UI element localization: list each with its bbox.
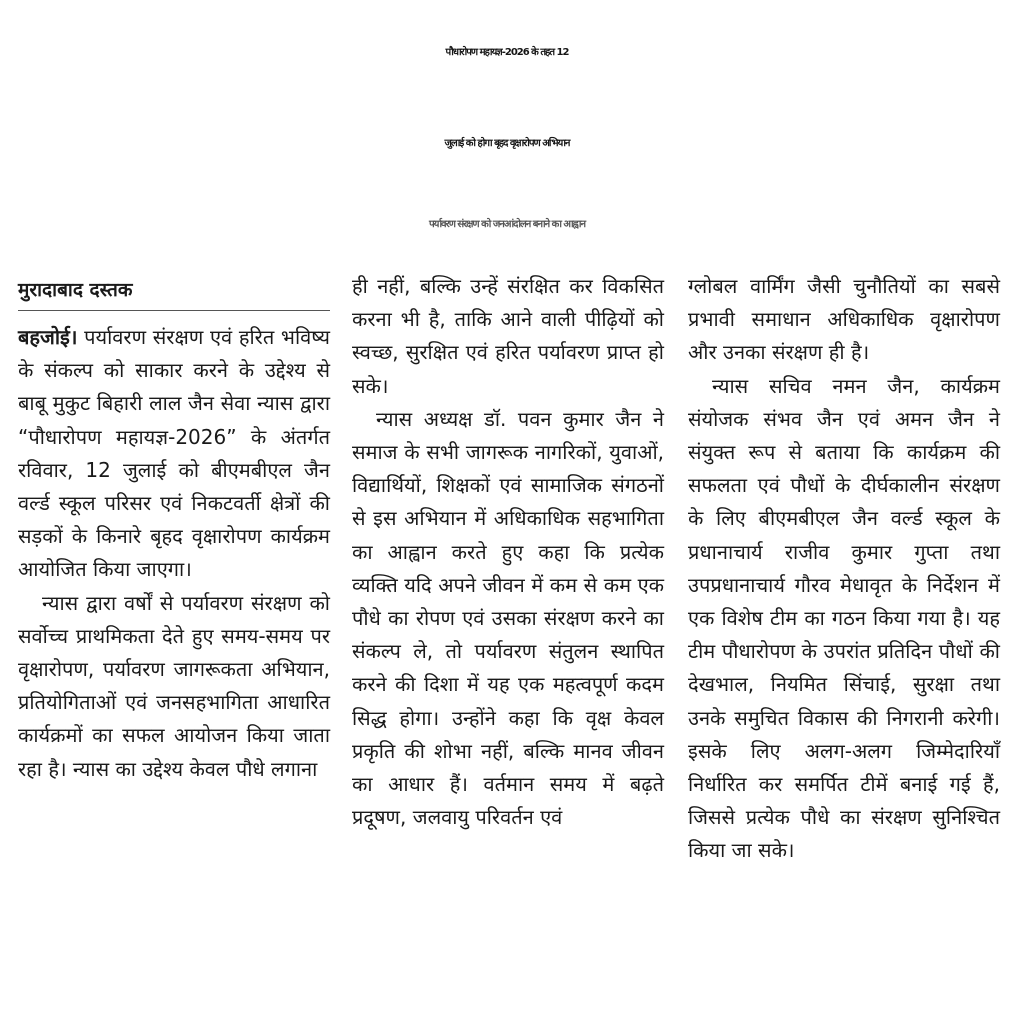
subheadline: पर्यावरण संरक्षण को जनआंदोलन बनाने का आह्वान (428, 219, 586, 230)
dateline: बहजोई। (18, 325, 78, 349)
headline-line-1: पौधारोपण महायज्ञ-2026 के तहत 12 (445, 47, 569, 58)
article-column-3 (688, 270, 1000, 868)
paragraph: ही नहीं, बल्कि उन्हें संरक्षित कर विकसित करना भी है, ताकि आने वाली पीढ़ियों को स्वच्छ, सुरक्षित एवं हरित पर्यावरण प्राप्त हो सके। (352, 274, 664, 398)
paragraph: न्यास सचिव नमन जैन, कार्यक्रम संयोजक संभव जैन एवं अमन जैन ने संयुक्त रूप से बताया कि कार्यक्रम की सफलता एवं पौधों के दीर्घकालीन संरक्षण के लिए बीएमबीएल जैन वर्ल्ड स्कूल के प्रधानाचार्य राजीव कुमार गुप्ता तथा उपप्रधानाचार्य गौरव मेधावृत के निर्देशन में एक विशेष टीम का गठन किया गया है। यह टीम पौधारोपण के उपरांत प्रतिदिन पौधों की देखभाल, नियमित सिंचाई, सुरक्षा तथा उनके समुचित विकास की निगरानी करेगी। इसके लिए अलग-अलग जिम्मेदारियाँ निर्धारित कर समर्पित टीमें बनाई गई हैं, जिससे प्रत्येक पौधे का संरक्षण सुनिश्चित किया जा सके। (688, 373, 1000, 863)
paragraph: न्यास अध्यक्ष डॉ. पवन कुमार जैन ने समाज के सभी जागरूक नागरिकों, युवाओं, विद्यार्थियों, शिक्षकों एवं सामाजिक संगठनों से इस अभियान में अधिकाधिक सहभागिता का आह्वान करते हुए कहा कि प्रत्येक व्यक्ति यदि अपने जीवन में कम से कम एक पौधे का रोपण एवं उसका संरक्षण करने का संकल्प ले, तो पर्यावरण संतुलन स्थापित करने की दिशा में यह एक महत्वपूर्ण कदम सिद्ध होगा। उन्होंने कहा कि वृक्ष केवल प्रकृति की शोभा नहीं, बल्कि मानव जीवन का आधार हैं। वर्तमान समय में बढ़ते प्रदूषण, जलवायु परिवर्तन एवं (352, 406, 664, 830)
paragraph: ग्लोबल वार्मिंग जैसी चुनौतियों का सबसे प्रभावी समाधान अधिकाधिक वृक्षारोपण और उनका संरक्षण ही है। (688, 274, 1000, 365)
article-column-1 (18, 270, 330, 786)
byline: मुरादाबाद दस्तक (18, 270, 330, 311)
paragraph: न्यास द्वारा वर्षों से पर्यावरण संरक्षण को सर्वोच्च प्राथमिकता देते हुए समय-समय पर वृक्षारोपण, पर्यावरण जागरूकता अभियान, प्रतियोगिताओं एवं जनसहभागिता आधारित कार्यक्रमों का सफल आयोजन किया जाता रहा है। न्यास का उद्देश्य केवल पौधे लगाना (18, 590, 330, 781)
paragraph (18, 321, 330, 587)
headline-line-2: जुलाई को होगा बृहद वृक्षारोपण अभियान (444, 138, 570, 149)
paragraph-text: पर्यावरण संरक्षण एवं हरित भविष्य के संकल्प को साकार करने के उद्देश्य से बाबू मुकुट बिहारी लाल जैन सेवा न्यास द्वारा “पौधारोपण महायज्ञ-2026” के अंतर्गत रविवार, 12 जुलाई को बीएमबीएल जैन वर्ल्ड स्कूल परिसर एवं निकटवर्ती क्षेत्रों की सड़कों के किनारे बृहद वृक्षारोपण कार्यक्रम आयोजित किया जाएगा। (18, 325, 330, 582)
article-column-2 (352, 270, 664, 834)
